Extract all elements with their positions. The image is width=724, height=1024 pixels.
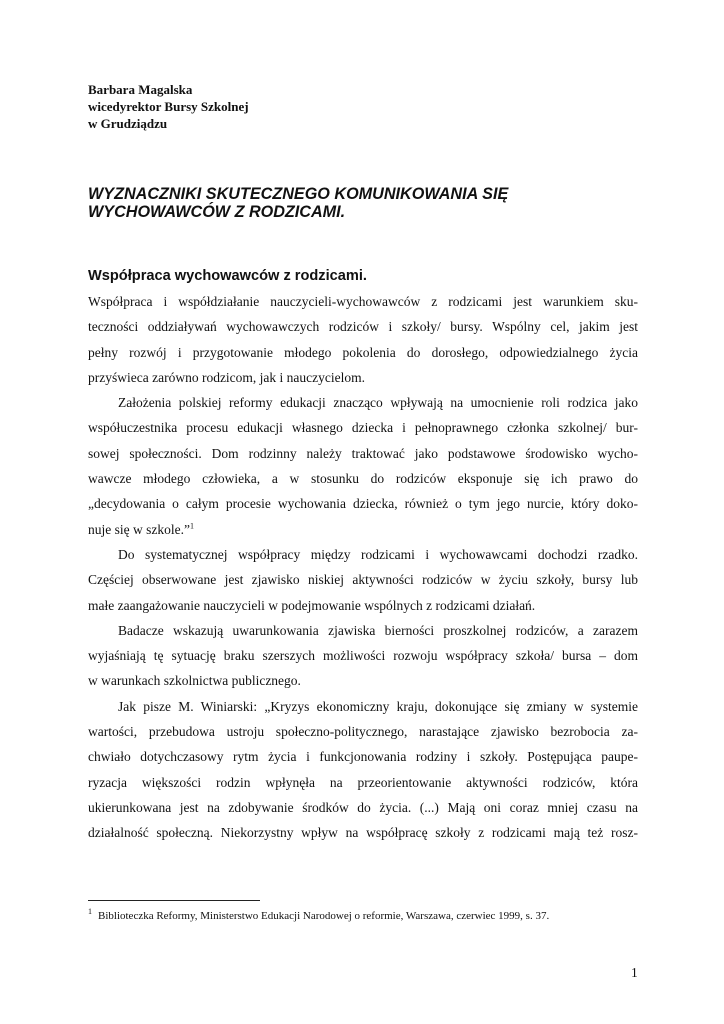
author-block <box>88 81 249 132</box>
document-title <box>88 185 648 221</box>
title-line-1: WYZNACZNIKI SKUTECZNEGO KOMUNIKOWANIA SIĘ <box>88 185 509 203</box>
section-heading: Współpraca wychowawców z rodzicami. <box>88 268 367 284</box>
paragraph-1-line-4: przyświeca zarówno rodzicom, jak i nauczycielom. <box>88 369 366 385</box>
paragraph-5-line-2: wartości, przebudowa ustroju społeczno-politycznego, narastające zjawisko bezrobocia za- <box>88 724 638 740</box>
author-location: w Grudziądzu <box>88 116 168 131</box>
paragraph-5-line-6: działalność społeczną. Niekorzystny wpływ na współpracę szkoły z rodzicami mają też rosz- <box>88 825 638 841</box>
author-role: wicedyrektor Bursy Szkolnej <box>88 99 249 114</box>
paragraph-5-line-4: ryzacja większości rodzin wpłynęła na przeorientowanie aktywności rodziców, która <box>88 774 638 790</box>
paragraph-5-line-1: Jak pisze M. Winiarski: „Kryzys ekonomiczny kraju, dokonujące się zmiany w systemie <box>118 698 638 714</box>
paragraph-1-line-1: Współpraca i współdziałanie nauczycieli-wychowawców z rodzicami jest warunkiem sku- <box>88 294 638 309</box>
author-name: Barbara Magalska <box>88 82 193 97</box>
paragraph-2-line-1: Założenia polskiej reformy edukacji znacząco wpływają na umocnienie roli rodzica jako <box>118 395 638 411</box>
paragraph-2-line-4: wawcze młodego człowieka, a w stosunku do rodziców eksponuje się ich prawo do <box>88 471 638 487</box>
paragraph-5-line-5: ukierunkowana jest na zdobywanie środków do życia. (...) Mają oni coraz mniej czasu na <box>88 799 638 815</box>
paragraph-3-line-3: małe zaangażowanie nauczycieli w podejmowanie wspólnych z rodzicami działań. <box>88 597 536 613</box>
footnote-text: Biblioteczka Reformy, Ministerstwo Edukacji Narodowej o reformie, Warszawa, czerwiec 1999, s. 37. <box>98 910 550 922</box>
paragraph-2-line-6 <box>88 517 638 542</box>
paragraph-4-line-3: w warunkach szkolnictwa publicznego. <box>88 673 301 689</box>
footnote-reference: 1 <box>189 521 194 531</box>
paragraph-2-line-5: „decydowania o całym procesie wychowania dziecka, również o tym jego nurcie, który doko- <box>88 496 638 512</box>
footnote-mark: 1 <box>88 907 92 917</box>
paragraph-5-line-3: chwiało dotychczasowy rytm życia i funkcjonowania rodziny i szkoły. Postępująca paupe- <box>88 749 638 765</box>
paragraph-3-line-2: Częściej obserwowane jest zjawisko niskiej aktywności rodziców w życiu szkoły, bursy lub <box>88 572 638 588</box>
footnote <box>88 909 648 923</box>
footnote-separator <box>88 900 260 901</box>
paragraph-4-line-1: Badacze wskazują uwarunkowania zjawiska bierności proszkolnej rodziców, a zarazem <box>118 622 638 638</box>
page-number: 1 <box>631 965 638 980</box>
paragraph-3-line-1: Do systematycznej współpracy między rodzicami i wychowawcami dochodzi rzadko. <box>118 546 638 562</box>
body-text <box>88 289 638 846</box>
paragraph-2-line-2: współuczestnika procesu edukacji własnego dziecka i pełnoprawnego członka szkolnej/ bur- <box>88 420 638 436</box>
paragraph-1-line-2: teczności oddziaływań wychowawczych rodziców i szkoły/ bursy. Wspólny cel, jakim jest <box>88 319 638 335</box>
paragraph-4-line-2: wyjaśniają tę sytuację braku szerszych możliwości rozwoju współpracy szkoła/ bursa – dom <box>88 648 638 664</box>
paragraph-2-line-6-text: nuje się w szkole.” <box>88 521 190 537</box>
title-line-2: WYCHOWAWCÓW Z RODZICAMI. <box>88 203 346 221</box>
paragraph-1-line-3: pełny rozwój i przygotowanie młodego pokolenia do dorosłego, odpowiedzialnego życia <box>88 344 638 360</box>
paragraph-2-line-3: sowej społeczności. Dom rodzinny należy traktować jako podstawowe środowisko wycho- <box>88 445 638 461</box>
